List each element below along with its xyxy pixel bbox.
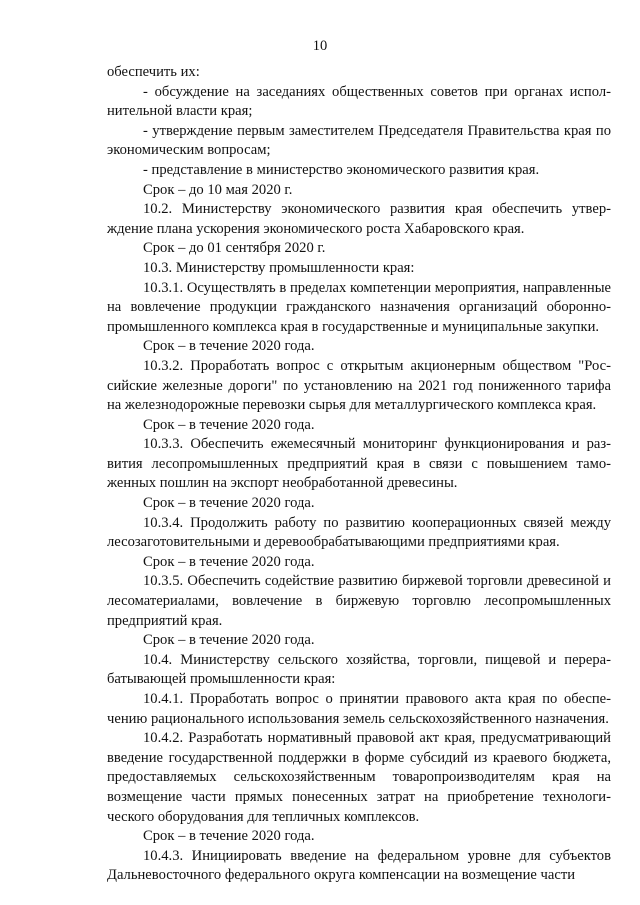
paragraph: Срок – до 10 мая 2020 г. bbox=[143, 181, 293, 198]
paragraph: - утверждение первым заместителем Председателя Правительства края по экономическим вопросам; bbox=[107, 122, 611, 159]
paragraph: Срок – в течение 2020 года. bbox=[143, 828, 315, 845]
paragraph: 10.3.5. Обеспечить содействие развитию биржевой торговли древесиной и лесоматериалами, вовлечение в биржевую торговлю лесопромышленных предприятий края. bbox=[107, 573, 611, 629]
paragraph: Срок – в течение 2020 года. bbox=[143, 338, 315, 355]
paragraph: - представление в министерство экономического развития края. bbox=[143, 161, 540, 178]
paragraph: 10.3.3. Обеспечить ежемесячный мониторинг функционирования и развития лесопромышленных предприятий края в связи с повышением таможенных пошлин на экспорт необработанной древесины. bbox=[107, 436, 611, 492]
paragraph: 10.4.3. Инициировать введение на федеральном уровне для субъектов Дальневосточного федерального округа компенсации на возмещение части bbox=[107, 847, 611, 884]
paragraph: Срок – в течение 2020 года. bbox=[143, 416, 315, 433]
paragraph: Срок – до 01 сентября 2020 г. bbox=[143, 240, 326, 257]
paragraph: обеспечить их: bbox=[107, 64, 200, 80]
paragraph: 10.3.4. Продолжить работу по развитию кооперационных связей между лесозаготовительными и деревообрабатывающими предприятиями края. bbox=[107, 514, 611, 551]
paragraph: Срок – в течение 2020 года. bbox=[143, 553, 315, 570]
paragraph: 10.4.2. Разработать нормативный правовой акт края, предусматривающий введение государственной поддержки в форме субсидий из краевого бюджета, предоставляемых сельскохозяйственным товаропроизводителям края на возмещение части прямых понесенных затрат на приобретение технологического оборудования для тепличных комплексов. bbox=[107, 730, 611, 825]
paragraph: 10.4.1. Проработать вопрос о принятии правового акта края по обеспечению рационального использования земель сельскохозяйственного назначения. bbox=[107, 691, 611, 727]
paragraph: Срок – в течение 2020 года. bbox=[143, 495, 315, 512]
paragraph: 10.3.1. Осуществлять в пределах компетенции мероприятия, направленные на вовлечение продукции гражданского назначения организаций оборонно-промышленного комплекса края в государственные и муниципальные закупки. bbox=[107, 279, 611, 335]
paragraph: 10.3.2. Проработать вопрос с открытым акционерным обществом "Российские железные дороги" по установлению на 2021 год пониженного тарифа на железнодорожные перевозки сырья для металлургического комплекса края. bbox=[107, 357, 611, 414]
paragraph: 10.4. Министерству сельского хозяйства, торговли, пищевой и перерабатывающей промышленности края: bbox=[107, 651, 611, 688]
page-number: 10 bbox=[312, 38, 328, 54]
paragraph: 10.3. Министерству промышленности края: bbox=[143, 259, 415, 276]
paragraph: 10.2. Министерству экономического развития края обеспечить утверждение плана ускорения экономического роста Хабаровского края. bbox=[107, 201, 611, 237]
paragraph: - обсуждение на заседаниях общественных советов при органах исполнительной власти края; bbox=[107, 83, 611, 120]
paragraph: Срок – в течение 2020 года. bbox=[143, 632, 315, 649]
document-body bbox=[107, 63, 611, 886]
